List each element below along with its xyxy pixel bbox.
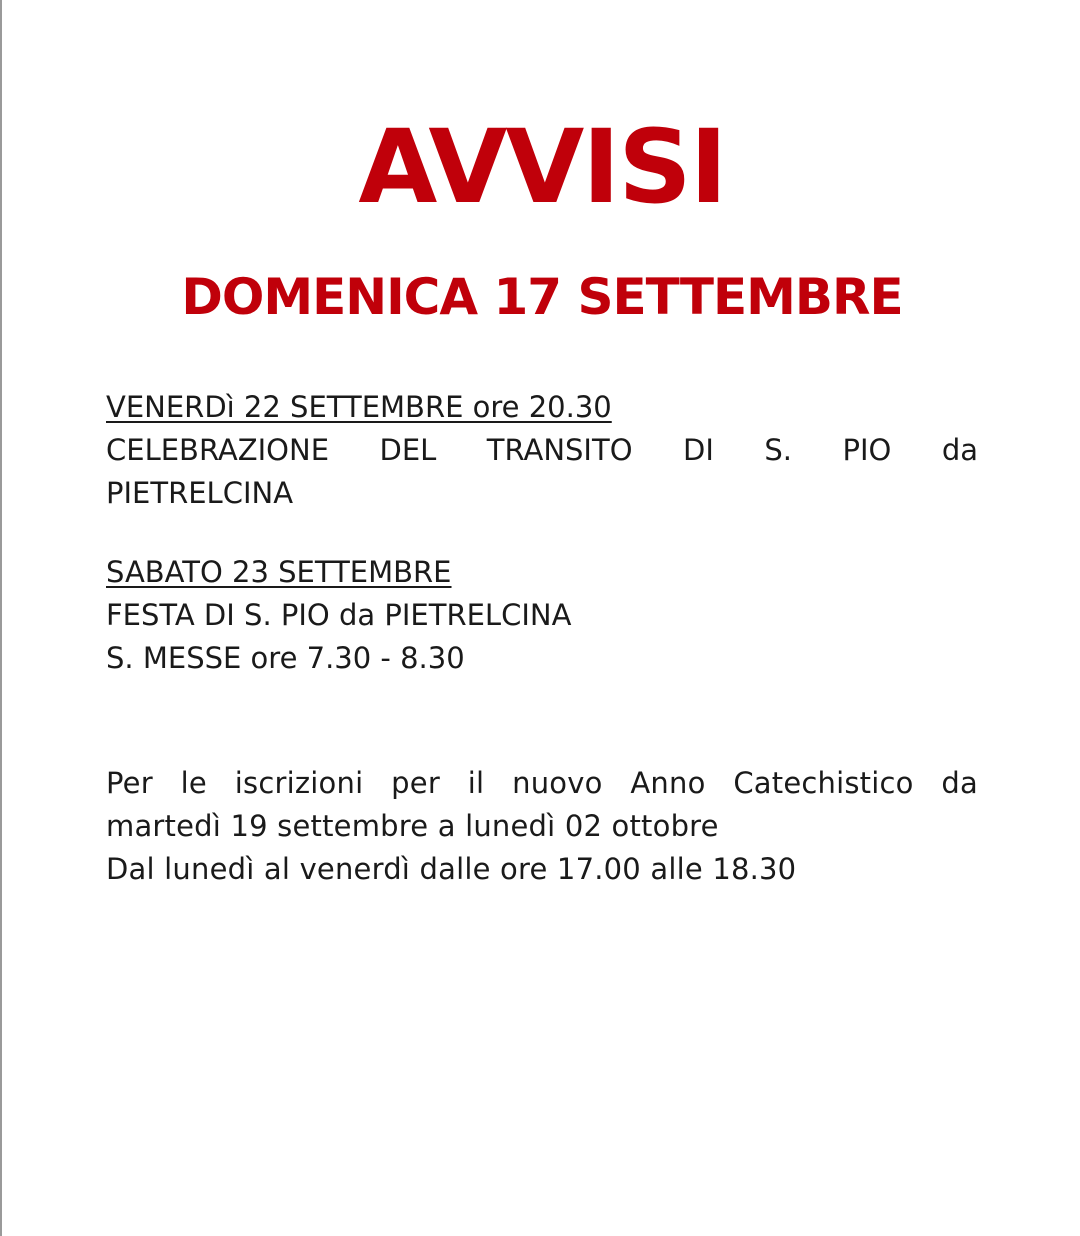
enrollment-line: Dal lunedì al venerdì dalle ore 17.00 alle 18.30 — [106, 852, 797, 886]
event-heading: SABATO 23 SETTEMBRE — [106, 555, 452, 589]
notice-date-subtitle: DOMENICA 17 SETTEMBRE — [181, 268, 903, 326]
event-description-line: FESTA DI S. PIO da PIETRELCINA — [106, 598, 572, 632]
event-description-line: S. MESSE ore 7.30 - 8.30 — [106, 641, 465, 675]
enrollment-line: martedì 19 settembre a lunedì 02 ottobre — [106, 809, 719, 843]
event-description-line: CELEBRAZIONE DEL TRANSITO DI S. PIO da — [106, 433, 978, 467]
event-block-transito — [106, 386, 978, 515]
event-description-line: PIETRELCINA — [106, 476, 294, 510]
enrollment-line: Per le iscrizioni per il nuovo Anno Catechistico da — [106, 766, 978, 800]
event-block-festa — [106, 551, 978, 680]
notice-title: AVVISI — [358, 108, 726, 227]
event-heading: VENERDì 22 SETTEMBRE ore 20.30 — [106, 390, 612, 424]
enrollment-block — [106, 762, 978, 891]
